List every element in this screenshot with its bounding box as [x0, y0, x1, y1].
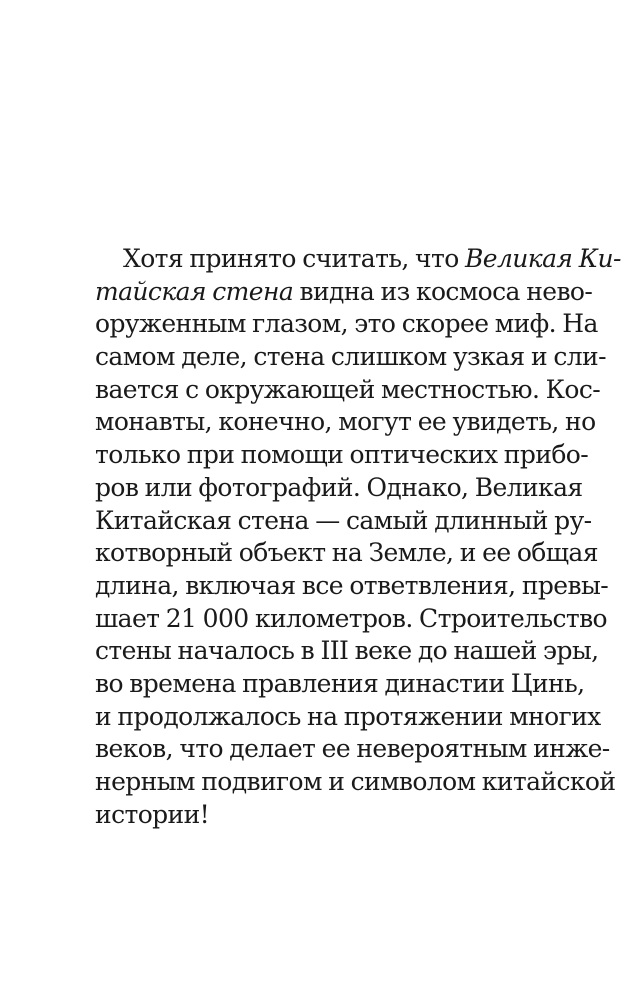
text-line-5: вается с окружающей местностью. Кос-: [95, 374, 601, 404]
text-line-4: самом деле, стена слишком узкая и сли-: [95, 342, 606, 372]
text-line-6: монавты, конечно, могут ее увидеть, но: [95, 407, 596, 437]
text-line-17: нерным подвигом и символом китайской: [95, 767, 616, 796]
text-line-12: шает 21 000 километров. Строительство: [95, 603, 608, 633]
text-line-8: ров или фотографий. Однако, Великая: [95, 472, 583, 502]
text-line-13: стены началось в III веке до нашей эры,: [95, 636, 599, 666]
text-line-15: и продолжалось на протяжении многих: [95, 701, 601, 731]
text-line-16: веков, что делает ее невероятным инже-: [95, 734, 610, 764]
italic-term: Великая Ки-: [465, 244, 621, 273]
text-line-1: Хотя принято считать, что Великая Ки-: [123, 244, 621, 273]
text-line-3: оруженным глазом, это скорее миф. На: [95, 309, 598, 339]
text-line-2: тайская стена видна из космоса нево-: [95, 276, 593, 306]
text-line-10: котворный объект на Земле, и ее общая: [95, 538, 598, 568]
text-line-11: длина, включая все ответвления, превы-: [95, 570, 609, 600]
body-paragraph: [95, 243, 621, 831]
text-line-14: во времена правления династии Цинь,: [95, 668, 585, 698]
text-line-18: истории!: [95, 799, 210, 829]
text-line-7: только при помощи оптических прибо-: [95, 440, 589, 470]
italic-term: тайская стена: [95, 276, 294, 306]
text-line-9: Китайская стена — самый длинный ру-: [95, 505, 592, 535]
